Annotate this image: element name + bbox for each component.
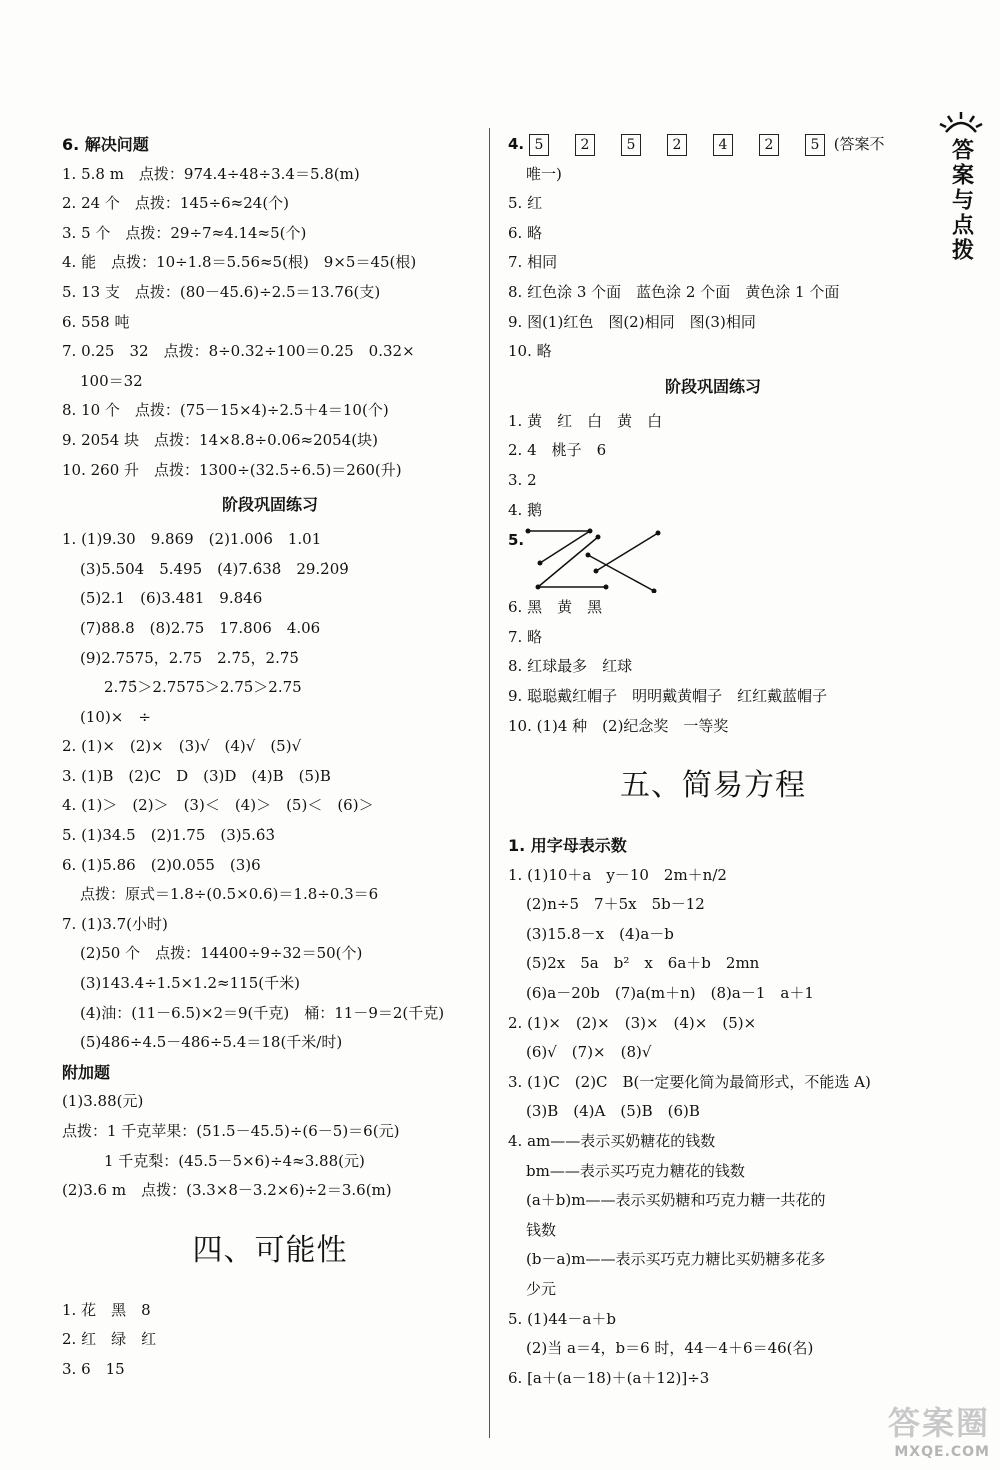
section-heading: 附加题	[62, 1062, 111, 1082]
answer-line: 6. [a＋(a－18)＋(a＋12)]÷3	[508, 1368, 710, 1387]
watermark	[840, 1398, 990, 1460]
answer-line: 7. 略	[508, 627, 543, 646]
answer-line: 1. 黄 红 白 黄 白	[508, 411, 663, 430]
corner-badge	[936, 110, 986, 263]
answer-line: (b－a)m——表示买巧克力糖比买奶糖多花多	[526, 1250, 826, 1269]
matching-lines-diagram	[518, 525, 678, 593]
answer-box: 2	[667, 134, 687, 156]
answer-line: 少元	[526, 1280, 557, 1298]
answer-line: 5. 13 支 点拨：(80－45.6)÷2.5＝13.76(支)	[62, 282, 381, 301]
matching-diagram	[508, 525, 918, 593]
chapter-title: 五、简易方程	[620, 768, 806, 804]
boxes-note: (答案不	[833, 135, 885, 153]
section-title: 阶段巩固练习	[221, 495, 318, 515]
diagram-label: 5.	[508, 531, 525, 550]
answer-line: 9. 图(1)红色 图(2)相同 图(3)相同	[508, 312, 756, 331]
answer-box: 5	[805, 134, 825, 156]
answer-line: 8. 红球最多 红球	[508, 657, 633, 676]
answer-line: (3)B (4)A (5)B (6)B	[526, 1102, 700, 1121]
answer-line: (2)50 个 点拨：14400÷9÷32＝50(个)	[80, 944, 363, 963]
right-column	[508, 130, 918, 1393]
answer-line: 100＝32	[80, 371, 143, 390]
answer-line: 1. (1)9.30 9.869 (2)1.00̇6̇ 1.01	[62, 530, 322, 549]
answer-line: bm——表示买巧克力糖花的钱数	[526, 1161, 745, 1180]
boxes-note-continuation: 唯一)	[526, 164, 562, 183]
answer-line: 4. (1)＞ (2)＞ (3)＜ (4)＞ (5)＜ (6)＞	[62, 796, 374, 815]
answer-line: 10. (1)4 种 (2)纪念奖 一等奖	[508, 716, 729, 735]
answer-line: 9. 聪聪戴红帽子 明明戴黄帽子 红红戴蓝帽子	[508, 686, 828, 705]
answer-line: (2)当 a＝4，b＝6 时，44－4＋6＝46(名)	[526, 1339, 814, 1358]
right-section-a	[508, 189, 918, 525]
answer-line: (6)√ (7)× (8)√	[526, 1043, 652, 1062]
answer-line: 8. 10 个 点拨：(75－15×4)÷2.5＋4＝10(个)	[62, 401, 389, 420]
answer-line: (5)2x 5a b² x 6a＋b 2mn	[526, 954, 760, 973]
answer-line: 7. (1)3.7(小时)	[62, 914, 168, 933]
answer-line: 10. 略	[508, 342, 552, 361]
column-divider	[489, 128, 490, 1438]
answer-line: 3. 5 个 点拨：29÷7≈4.14≈5(个)	[62, 223, 307, 242]
answer-line: (9)2.7575，2.75 2.7̇5̇，2.7̇5̇	[80, 648, 299, 667]
answer-line: 6. (1)5.86 (2)0.055 (3)6	[62, 855, 261, 874]
answer-line: 3. (1)B (2)C D (3)D (4)B (5)B	[62, 766, 331, 785]
answer-line: 4. am——表示买奶糖花的钱数	[508, 1132, 716, 1151]
answer-line: (5)486÷4.5－486÷5.4＝18(千米/时)	[80, 1033, 343, 1052]
section-heading: 6. 解决问题	[62, 135, 149, 154]
answer-line: 2. 4 桃子 6	[508, 441, 607, 460]
answer-line: (10)× ÷	[80, 707, 151, 726]
section-title: 阶段巩固练习	[664, 376, 761, 396]
answer-box: 5	[529, 134, 549, 156]
answer-line: 2. 红 绿 红	[62, 1330, 157, 1349]
answer-line: 钱数	[526, 1220, 557, 1239]
answer-line: (7)88.8 (8)2.75 17.806 4.06	[80, 618, 321, 637]
answer-line: 3. (1)C (2)C B(一定要化简为最简形式，不能选 A)	[508, 1072, 871, 1091]
answer-line: 3. 6 15	[62, 1359, 125, 1378]
answer-line: (2)3.6 m 点拨：(3.3×8－3.2×6)÷2＝3.6(m)	[62, 1181, 392, 1200]
answer-line: (3)143.4÷1.5×1.2≈115(千米)	[80, 974, 300, 993]
answer-line: 9. 2054 块 点拨：14×8.8÷0.06≈2054(块)	[62, 430, 378, 449]
chapter-title: 四、可能性	[192, 1232, 348, 1268]
answer-line: (a＋b)m——表示买奶糖和巧克力糖一共花的	[526, 1191, 826, 1210]
answer-line: 2.7̇5̇＞2.7575＞2.75̇＞2.75	[104, 678, 302, 697]
answer-line: 5. (1)34.5 (2)1.75 (3)5.6̇3̇	[62, 826, 276, 845]
answer-line: 2. 24 个 点拨：145÷6≈24(个)	[62, 194, 290, 213]
answer-line: 4. 鹅	[508, 500, 543, 519]
answer-line: 2. (1)× (2)× (3)√ (4)√ (5)√	[62, 737, 302, 756]
section-heading: 1. 用字母表示数	[508, 836, 627, 856]
answer-line: 10. 260 升 点拨：1300÷(32.5÷6.5)＝260(升)	[62, 460, 402, 479]
answer-line: 4. 能 点拨：10÷1.8＝5.56≈5(根) 9×5＝45(根)	[62, 253, 417, 272]
right-section-b	[508, 593, 918, 1393]
question-number: 4.	[508, 135, 525, 153]
watermark-logo: 答案圈	[887, 1404, 990, 1442]
answer-line: (6)a－20b (7)a(m＋n) (8)a－1 a＋1	[526, 984, 814, 1003]
answer-line: 1. 5.8 m 点拨：974.4÷48÷3.4＝5.8(m)	[62, 164, 360, 183]
answer-line: 点拨：1 千克苹果：(51.5－45.5)÷(6－5)＝6(元)	[62, 1122, 400, 1140]
answer-line: 7. 0.25 32 点拨：8÷0.32÷100＝0.25 0.32×	[62, 342, 415, 361]
answer-line: (1)3.88(元)	[62, 1092, 144, 1111]
left-column	[62, 130, 478, 1385]
answer-line: (5)2.1 (6)3.481 9.846	[80, 589, 263, 608]
answer-line: 6. 558 吨	[62, 312, 130, 331]
answer-line: (2)n÷5 7＋5x 5b－12	[526, 895, 705, 914]
answer-line: 3. 2	[508, 470, 537, 489]
answer-line: 1. 花 黑 8	[62, 1300, 151, 1319]
answer-line: 点拨：原式＝1.8÷(0.5×0.6)＝1.8÷0.3＝6	[80, 885, 379, 904]
sun-rays-icon	[938, 110, 984, 134]
watermark-url: MXQE.COM	[894, 1444, 990, 1460]
answer-boxes-row	[508, 130, 918, 160]
answer-line: (3)5.504 5.495 (4)7.6̇38̇ 29.2̇09̇	[80, 559, 349, 578]
answer-line: 1. (1)10＋a y－10 2m＋n/2	[508, 865, 727, 884]
answer-line: (4)油：(11－6.5)×2＝9(千克) 桶：11－9＝2(千克)	[80, 1003, 445, 1022]
boxed-answers	[529, 134, 829, 156]
answer-line: 7. 相同	[508, 253, 558, 272]
answer-line: (3)15.8－x (4)a－b	[526, 924, 674, 943]
answer-line: 1 千克梨：(45.5－5×6)÷4≈3.88(元)	[104, 1151, 365, 1170]
answer-line: 5. 红	[508, 194, 543, 213]
corner-label: 答案与点拨	[948, 138, 974, 263]
answer-line: 5. (1)44－a＋b	[508, 1309, 616, 1328]
answer-box: 5	[621, 134, 641, 156]
answer-line: 6. 略	[508, 223, 543, 242]
answer-box: 4	[713, 134, 733, 156]
answer-line: 2. (1)× (2)× (3)× (4)× (5)×	[508, 1013, 757, 1032]
answer-box: 2	[575, 134, 595, 156]
answer-line: 8. 红色涂 3 个面 蓝色涂 2 个面 黄色涂 1 个面	[508, 282, 840, 301]
answer-box: 2	[759, 134, 779, 156]
answer-line: 6. 黑 黄 黑	[508, 598, 603, 617]
